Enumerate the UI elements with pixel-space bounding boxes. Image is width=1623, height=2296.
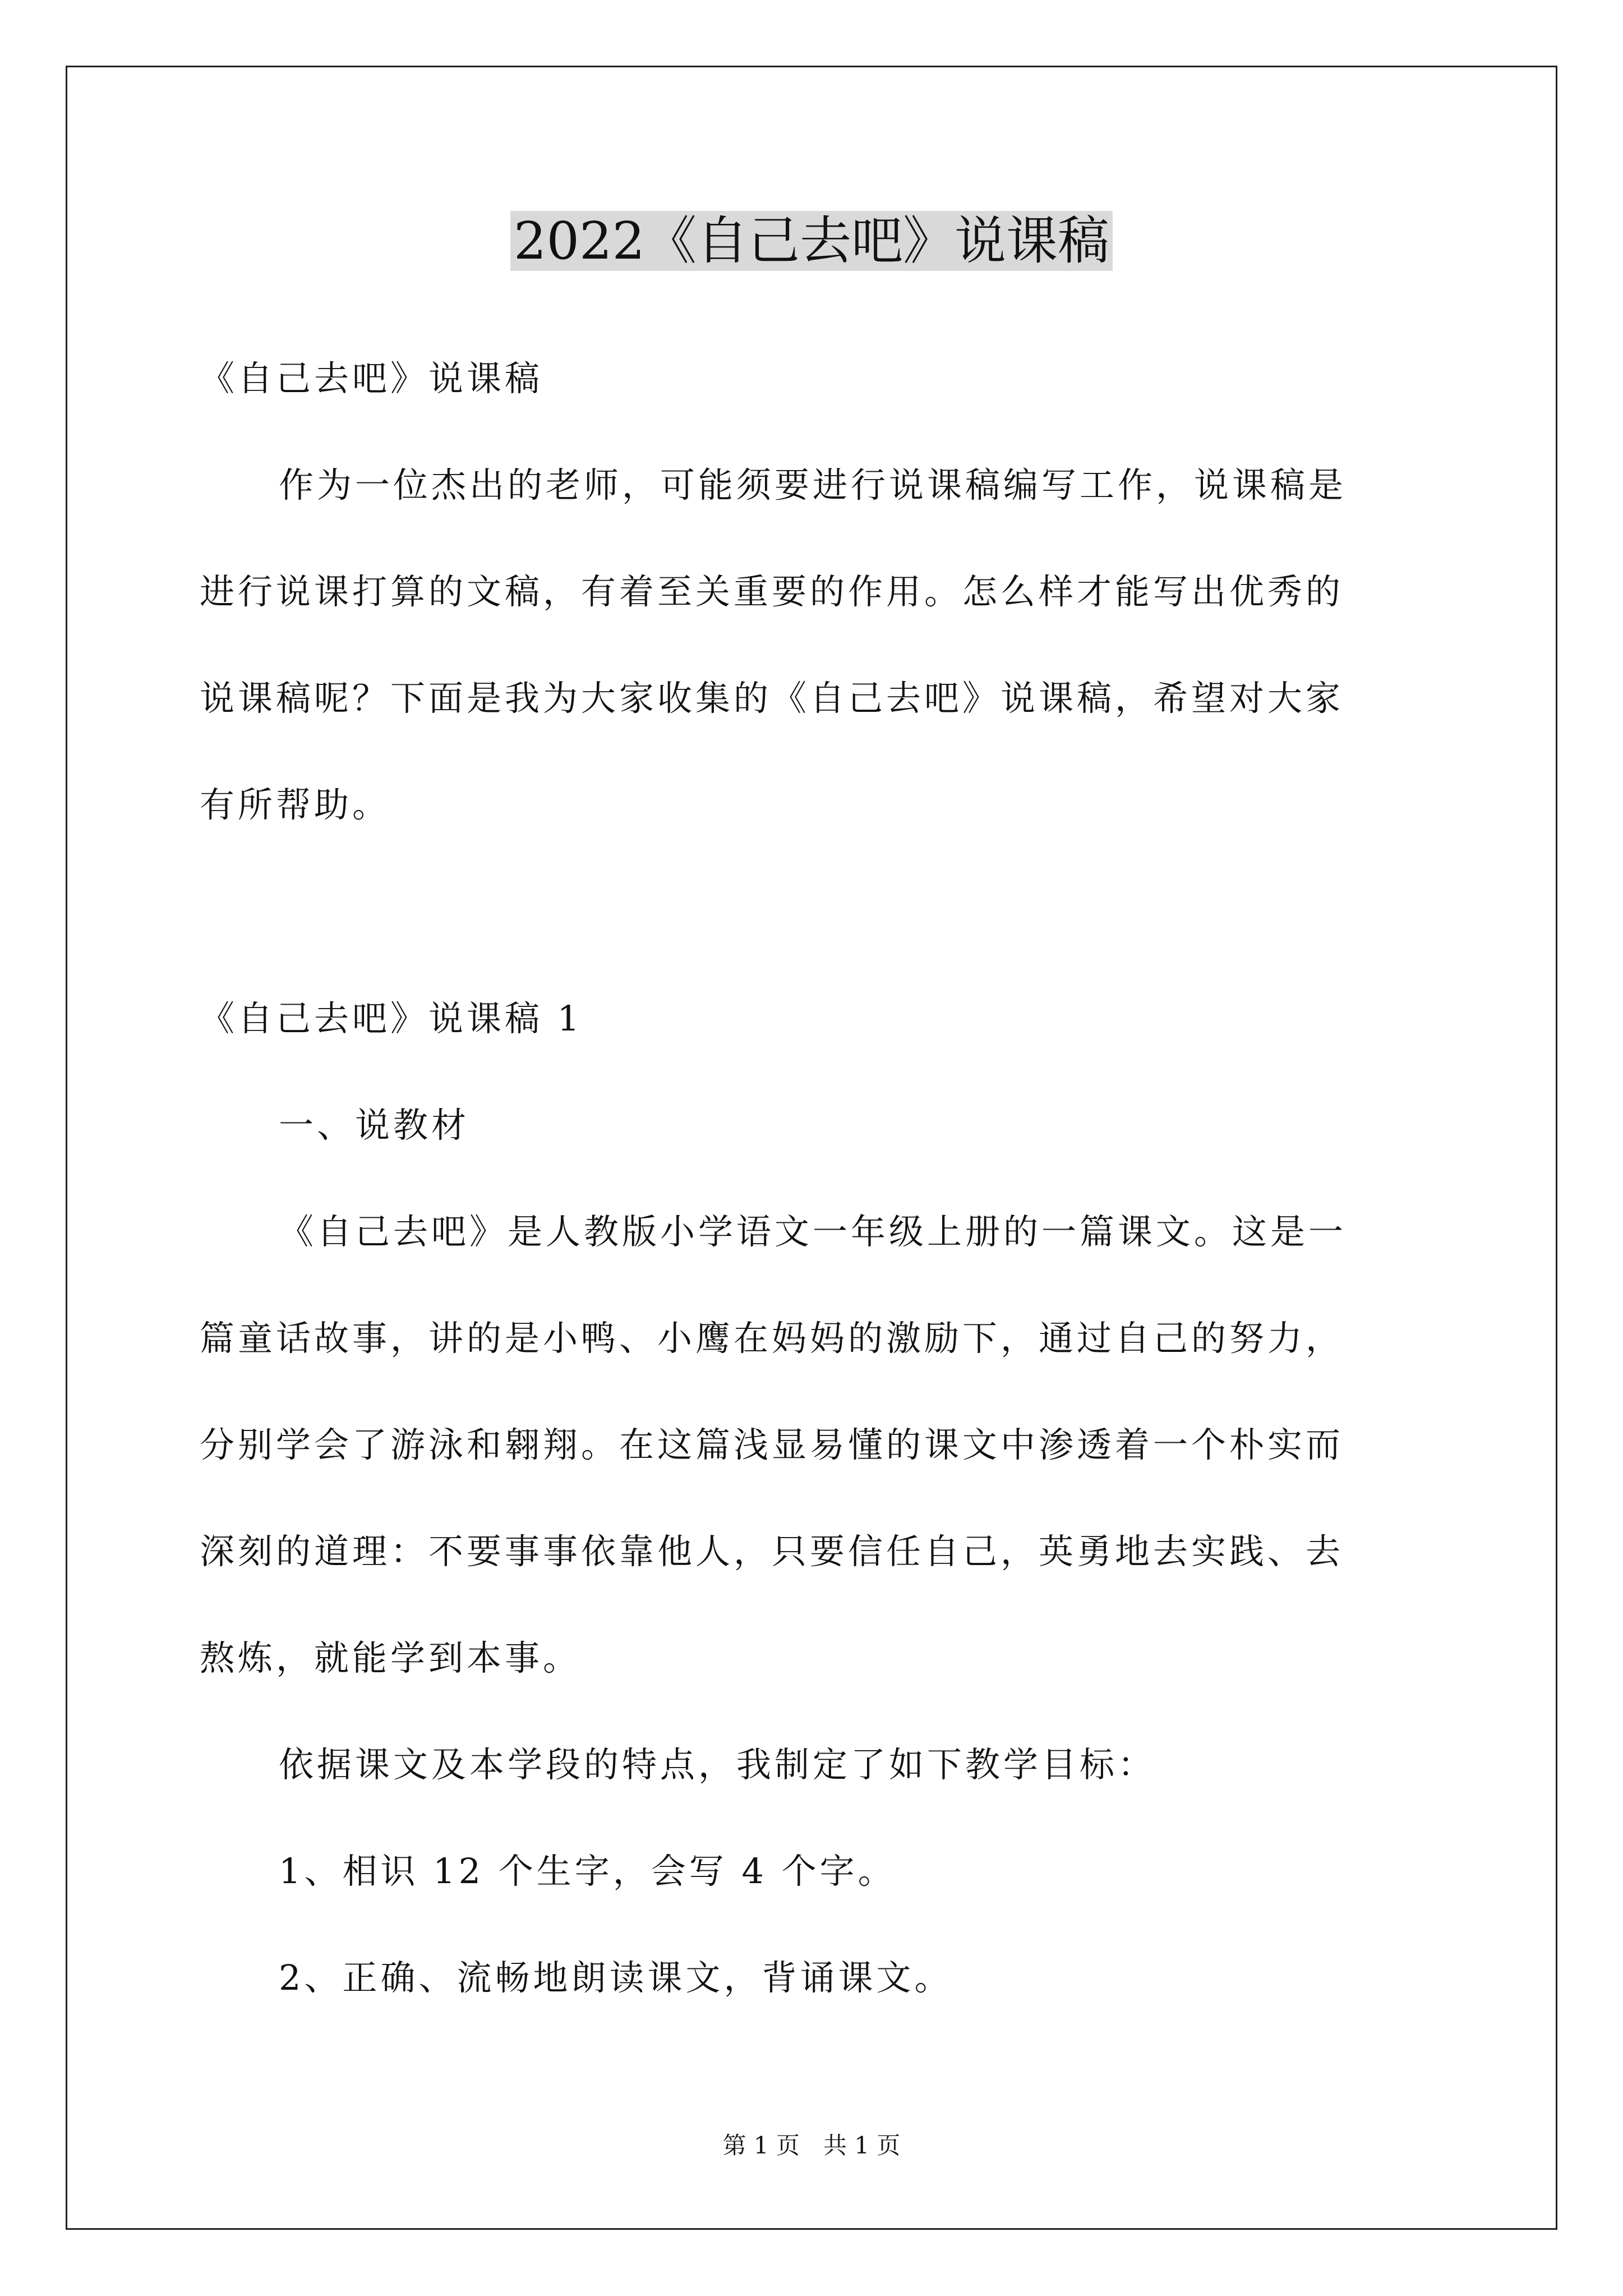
- body-line: 说课稿呢？下面是我为大家收集的《自己去吧》说课稿，希望对大家: [200, 678, 1344, 719]
- body-line: 《自己去吧》是人教版小学语文一年级上册的一篇课文。这是一: [279, 1211, 1347, 1252]
- body-line: 作为一位杰出的老师，可能须要进行说课稿编写工作，说课稿是: [279, 464, 1347, 505]
- section-heading: 《自己去吧》说课稿 1: [200, 998, 583, 1039]
- document-title-text: 2022《自己去吧》说课稿: [510, 211, 1113, 271]
- body-line: 依据课文及本学段的特点，我制定了如下教学目标：: [279, 1744, 1156, 1785]
- body-line: 进行说课打算的文稿，有着至关重要的作用。怎么样才能写出优秀的: [200, 571, 1344, 612]
- body-line: 篇童话故事，讲的是小鸭、小鹰在妈妈的激励下，通过自己的努力，: [200, 1318, 1344, 1359]
- body-line: 分别学会了游泳和翱翔。在这篇浅显易懂的课文中渗透着一个朴实而: [200, 1424, 1344, 1465]
- body-line: 熬炼，就能学到本事。: [200, 1637, 582, 1678]
- list-item: 1、相识 12 个生字，会写 4 个字。: [279, 1851, 896, 1892]
- body-line: 深刻的道理：不要事事依靠他人，只要信任自己，英勇地去实践、去: [200, 1531, 1344, 1572]
- document-title: [0, 205, 1623, 278]
- subsection-heading: 一、说教材: [279, 1105, 470, 1145]
- body-line: 有所帮助。: [200, 784, 391, 825]
- subtitle-line: 《自己去吧》说课稿: [200, 358, 543, 399]
- list-item: 2、正确、流畅地朗读课文，背诵课文。: [279, 1957, 953, 1998]
- page-footer: 第 1 页 共 1 页: [722, 2132, 901, 2159]
